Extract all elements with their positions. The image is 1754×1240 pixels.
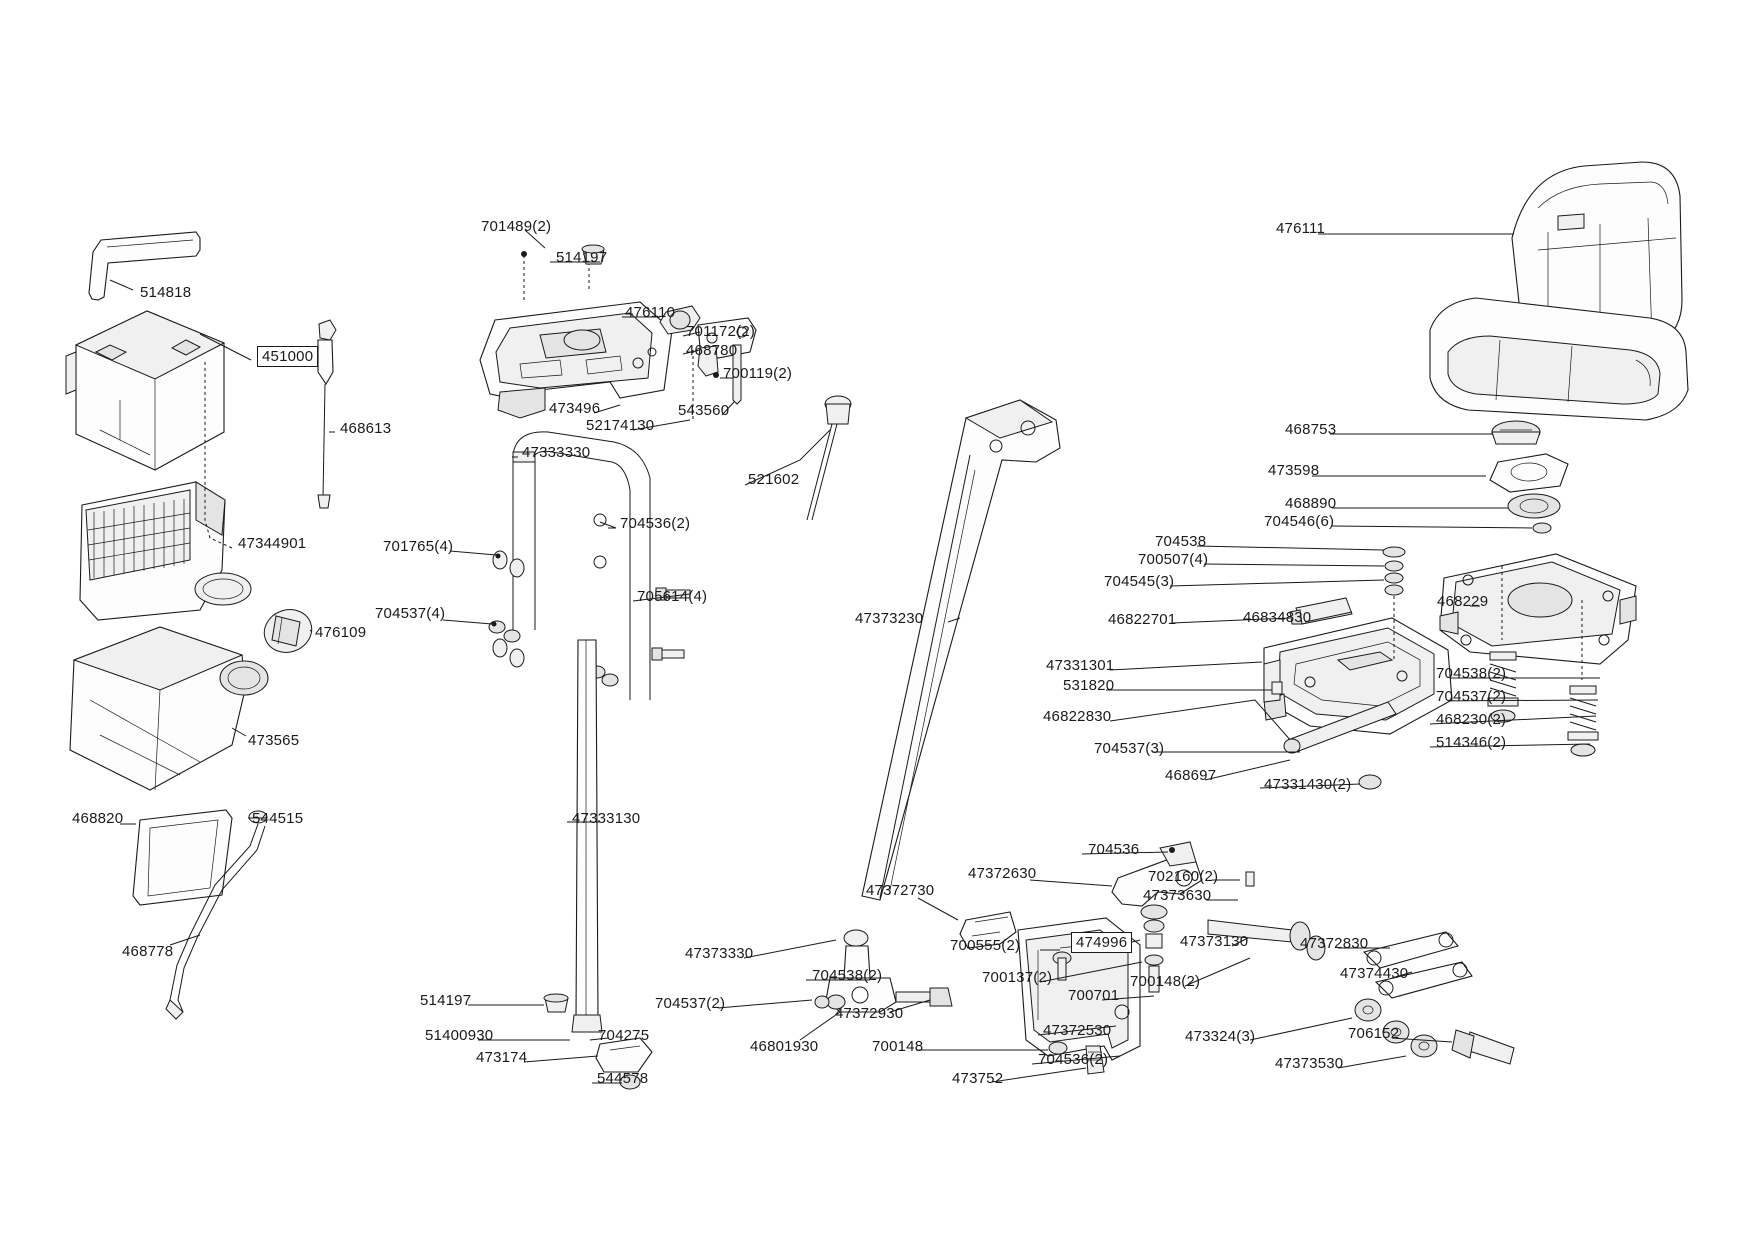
part-label-46822830: 46822830 — [1043, 708, 1112, 725]
part-label-468697: 468697 — [1165, 767, 1217, 784]
part-label-514346-2: 514346(2) — [1436, 734, 1507, 751]
part-label-514818: 514818 — [140, 284, 192, 301]
part-label-47331301: 47331301 — [1046, 657, 1115, 674]
part-label-702160: 702160(2) — [1148, 868, 1219, 885]
part-476109 — [258, 603, 317, 659]
part-label-451000: 451000 — [257, 346, 318, 367]
part-label-704537-4: 704537(4) — [375, 605, 446, 622]
leader-47331301 — [1110, 662, 1262, 670]
part-468820 — [133, 810, 232, 905]
leader-700507 — [1204, 564, 1384, 566]
part-531820-pin — [1272, 682, 1282, 694]
part-label-704546: 704546(6) — [1264, 513, 1335, 530]
leader-704537-2b — [718, 1000, 812, 1008]
leader-473174 — [524, 1056, 598, 1062]
hardware-704536-2 — [594, 514, 616, 568]
part-label-47373230: 47373230 — [855, 610, 924, 627]
part-label-47372830: 47372830 — [1300, 935, 1369, 952]
hardware-704546 — [1533, 523, 1551, 533]
part-label-521602: 521602 — [748, 471, 800, 488]
part-706152 — [1452, 1030, 1514, 1064]
part-label-476109: 476109 — [315, 624, 367, 641]
part-label-700148-2: 700148(2) — [1130, 973, 1201, 990]
part-label-476110: 476110 — [625, 304, 676, 321]
part-468613 — [318, 320, 336, 508]
part-label-701489: 701489(2) — [481, 218, 552, 235]
part-label-704536-2: 704536(2) — [620, 515, 691, 532]
part-521602 — [807, 396, 851, 520]
part-label-473752: 473752 — [952, 1070, 1004, 1087]
part-label-476111: 476111 — [1276, 220, 1326, 237]
part-label-544515: 544515 — [252, 810, 304, 827]
part-label-700555: 700555(2) — [950, 937, 1021, 954]
part-47333130 — [572, 640, 602, 1032]
leader-47373530 — [1338, 1056, 1406, 1068]
part-label-514197-b: 514197 — [420, 992, 472, 1009]
part-label-473324: 473324(3) — [1185, 1028, 1256, 1045]
part-label-704538-a: 704538 — [1155, 533, 1207, 550]
part-label-700148: 700148 — [872, 1038, 924, 1055]
part-label-47372530: 47372530 — [1043, 1022, 1112, 1039]
part-label-47333330: 47333330 — [522, 444, 591, 461]
hardware-704537-4 — [489, 621, 618, 686]
part-47344901 — [80, 482, 251, 620]
part-label-700119: 700119(2) — [723, 365, 793, 382]
part-476111-seat — [1430, 162, 1688, 420]
part-label-705614: 705614(4) — [637, 588, 708, 605]
part-label-47373530: 47373530 — [1275, 1055, 1344, 1072]
part-label-473565: 473565 — [248, 732, 300, 749]
part-468753 — [1492, 421, 1540, 444]
part-label-474996: 474996 — [1071, 932, 1132, 953]
part-label-543560: 543560 — [678, 402, 730, 419]
part-47372830 — [1364, 932, 1458, 968]
part-473565 — [70, 627, 268, 790]
hardware-47331430 — [1359, 775, 1381, 789]
part-label-701765: 701765(4) — [383, 538, 454, 555]
part-47373230 — [862, 400, 1060, 900]
part-label-704545: 704545(3) — [1104, 573, 1175, 590]
part-label-47331430: 47331430(2) — [1264, 776, 1352, 793]
leader-473324 — [1250, 1018, 1352, 1040]
leader-704546 — [1332, 526, 1532, 528]
leader-701765 — [450, 551, 496, 555]
part-label-473174: 473174 — [476, 1049, 528, 1066]
part-label-473598: 473598 — [1268, 462, 1320, 479]
part-label-47372730: 47372730 — [866, 882, 935, 899]
part-label-704275: 704275 — [598, 1027, 650, 1044]
part-451000-battery — [66, 311, 224, 470]
part-label-700137: 700137(2) — [982, 969, 1053, 986]
leader-47372730 — [918, 898, 958, 920]
part-label-46801930: 46801930 — [750, 1038, 819, 1055]
part-label-468778: 468778 — [122, 943, 174, 960]
part-label-531820: 531820 — [1063, 677, 1115, 694]
part-label-468820: 468820 — [72, 810, 124, 827]
part-label-544578: 544578 — [597, 1070, 649, 1087]
part-label-47373330: 47373330 — [685, 945, 754, 962]
hardware-701765-4 — [493, 551, 524, 667]
part-label-468613: 468613 — [340, 420, 392, 437]
part-label-704537-2b: 704537(2) — [655, 995, 726, 1012]
part-label-704537-2: 704537(2) — [1436, 688, 1507, 705]
leader-704537-4 — [443, 620, 492, 624]
part-label-706152: 706152 — [1348, 1025, 1400, 1042]
leader-704545 — [1170, 580, 1384, 586]
part-label-701172: 701172(2) — [686, 323, 756, 340]
leader-47372630 — [1030, 880, 1112, 886]
leader-47373330 — [744, 940, 836, 958]
part-468890 — [1508, 494, 1560, 518]
part-label-704538-2b: 704538(2) — [812, 967, 883, 984]
part-label-473496: 473496 — [549, 400, 601, 417]
hardware-702160 — [1246, 872, 1254, 886]
part-label-47344901: 47344901 — [238, 535, 307, 552]
leader-468778 — [170, 935, 200, 945]
part-label-704536-2c: 704536(2) — [1038, 1051, 1109, 1068]
part-label-468229: 468229 — [1437, 593, 1489, 610]
part-label-700507: 700507(4) — [1138, 551, 1209, 568]
part-label-700701: 700701 — [1068, 987, 1120, 1004]
part-label-47372630: 47372630 — [968, 865, 1037, 882]
part-label-468753: 468753 — [1285, 421, 1337, 438]
part-label-47373130: 47373130 — [1180, 933, 1249, 950]
part-label-47374430: 47374430 — [1340, 965, 1409, 982]
leader-704538a — [1197, 546, 1384, 550]
part-label-704537-3: 704537(3) — [1094, 740, 1165, 757]
part-label-704536-b: 704536 — [1088, 841, 1140, 858]
part-label-51400930: 51400930 — [425, 1027, 494, 1044]
part-label-514197-a: 514197 — [556, 249, 608, 266]
part-label-46822701: 46822701 — [1108, 611, 1177, 628]
leader-473752 — [992, 1068, 1086, 1082]
part-label-52174130: 52174130 — [586, 417, 655, 434]
leader-46801930 — [800, 1012, 840, 1040]
part-label-468890: 468890 — [1285, 495, 1337, 512]
part-label-47372930: 47372930 — [835, 1005, 904, 1022]
part-label-468230-2: 468230(2) — [1436, 711, 1507, 728]
part-label-704538-2: 704538(2) — [1436, 665, 1507, 682]
part-514197-b — [544, 994, 568, 1012]
part-label-468780: 468780 — [686, 342, 738, 359]
part-label-47373630: 47373630 — [1143, 887, 1212, 904]
leader-514818 — [110, 280, 133, 290]
part-473598 — [1490, 454, 1568, 492]
part-label-46834830: 46834830 — [1243, 609, 1312, 626]
part-label-47333130: 47333130 — [572, 810, 641, 827]
part-47372930 — [896, 988, 952, 1006]
